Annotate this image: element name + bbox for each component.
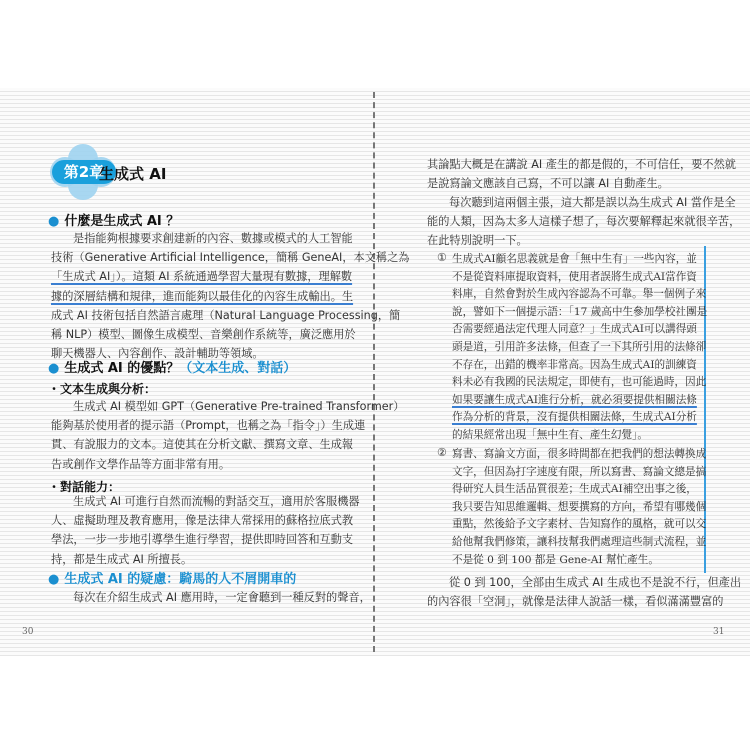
quote-line: 如果要讓生成式AI進行分析，就必須要提供相關法條 — [452, 393, 697, 406]
page-gutter — [373, 92, 375, 652]
quote-line: 不是從 0 到 100 都是 Gene-AI 幫忙產生。 — [452, 553, 659, 566]
quote-line: 重點，然後給予文字素材、告知寫作的風格，就可以交 — [452, 518, 707, 531]
text-line: 的內容很「空洞」，就像是法律人說話一樣，看似滿滿豐富的 — [427, 595, 724, 609]
quote-item-number: ① — [437, 251, 447, 264]
quote-line: 不存在，出錯的機率非常高。因為生成式AI的訓練資 — [452, 358, 697, 371]
section-heading-advantages: ● 生成式 AI 的優點？（文本生成、對話） — [48, 361, 297, 376]
quote-item-1 — [452, 251, 707, 445]
body-closing — [427, 573, 741, 611]
text-line: 每次聽到這兩個主張，這大都是誤以為生成式 AI 當作是全 — [449, 196, 736, 209]
text-line: 其論點大概是在講說 AI 產生的都是假的，不可信任，要不然就 — [427, 158, 736, 171]
text-line: 技術（Generative Artificial Intelligence，簡稱 GeneAI，本文稱之為 — [51, 251, 410, 265]
subheading-text-generation: ・文本生成與分析： — [48, 382, 157, 396]
text-line: 貫、有說服力的文本。這使其在分析文獻、撰寫文章、生成報 — [51, 438, 354, 452]
text-line: 能的人類，因為太多人這樣子想了，每次要解釋起來就很辛苦， — [427, 215, 741, 229]
text-line: 從 0 到 100，全部由生成式 AI 生成也不是說不行，但產出 — [449, 576, 742, 589]
text-line: 持，都是生成式 AI 所擅長。 — [51, 552, 193, 566]
text-line: 告或創作文學作品等方面非常有用。 — [51, 457, 231, 471]
quote-line: 寫書、寫論文方面，很多時間都在把我們的想法轉換成 — [452, 448, 707, 460]
quote-line: 我只要告知思維邏輯、想要撰寫的方向，希望有哪幾個 — [452, 500, 707, 513]
subheading-dialogue: ・對話能力： — [48, 480, 121, 494]
quote-item-2 — [452, 446, 706, 569]
text-line: 每次在介紹生成式 AI 應用時，一定會聽到一種反對的聲音， — [73, 591, 371, 604]
quote-line: 料庫，自然會對於生成內容認為不可靠。舉一個例子來 — [452, 288, 707, 301]
section-heading-what: ● 什麼是生成式 AI ？ — [48, 214, 180, 229]
quote-line: 得研究人員生活品質很差；生成式AI補空出事之後， — [452, 483, 697, 496]
text-line: 學法，一步一步地引導學生進行學習，提供即時回答和互動支 — [51, 533, 354, 547]
quote-line: 不是從資料庫提取資料，使用者誤將生成式AI當作資 — [452, 270, 697, 283]
body-explanation — [427, 193, 740, 251]
text-line: 在此特別說明一下。 — [427, 234, 528, 248]
text-line: 是說寫論文應該自己寫，不可以讓 AI 自動產生。 — [427, 177, 669, 191]
quote-item-number: ② — [437, 446, 447, 459]
text-line: 據的深層結構和規律，進而能夠以最佳化的內容生成輸出。生 — [51, 289, 354, 303]
text-line: 人、虛擬助理及教育應用，像是法律人常採用的蘇格拉底式教 — [51, 514, 354, 528]
chapter-number: 第2章 — [52, 160, 116, 184]
bullet-icon: ● — [48, 361, 60, 376]
section-heading-concerns: ● 生成式 AI 的疑慮：騎馬的人不屑開車的 — [48, 572, 297, 587]
chapter-title: 生成式 AI — [99, 165, 167, 183]
quote-line: 作為分析的背景，沒有提供相關法條，生成式AI分析 — [452, 411, 697, 424]
bullet-icon: ● — [48, 214, 60, 229]
quote-line: 生成式AI顧名思義就是會「無中生有」一些內容，並 — [452, 253, 697, 265]
text-line: 是指能夠根據要求創建新的內容、數據或模式的人工智能 — [73, 232, 353, 245]
section-body-text-generation — [51, 397, 404, 474]
page-number-right: 31 — [713, 627, 725, 637]
quote-line: 頭是道，引用許多法條，但查了一下其所引用的法條卻 — [452, 340, 707, 353]
section-body-dialogue — [51, 492, 360, 569]
text-line: 能夠基於使用者的提示語（Prompt，也稱之為「指令」）生成連 — [51, 419, 366, 433]
quote-line: 給他幫我們修策，讓科技幫我們處理這些制式流程，並 — [452, 535, 707, 548]
quote-line: 料未必有我國的民法規定，即使有，也可能過時，因此 — [452, 376, 707, 389]
quote-line: 文字，但因為打字速度有限，所以寫書、寫論文總是搞 — [452, 465, 707, 478]
page-number-left: 30 — [22, 627, 34, 637]
text-line: 生成式 AI 可進行自然而流暢的對話交互，適用於客服機器 — [73, 495, 360, 508]
bullet-icon: ● — [48, 572, 60, 587]
section-body-concerns — [73, 588, 371, 607]
text-line: 稱 NLP）模型、圖像生成模型、音樂創作系統等，廣泛應用於 — [51, 327, 356, 341]
quote-line: 說，譬如下一個提示語：「17 歲高中生參加學校社團是 — [452, 305, 708, 318]
text-line: 生成式 AI 模型如 GPT（Generative Pre-trained Transformer） — [73, 400, 405, 413]
text-line: 聊天機器人、內容創作、設計輔助等領域。 — [51, 347, 264, 361]
quote-line: 否需要經過法定代理人同意？」生成式AI可以講得頭 — [452, 323, 697, 336]
quote-line: 的結果經常出現「無中生有、產生幻覺」。 — [452, 428, 648, 441]
text-line: 「生成式 AI」）。這類 AI 系統通過學習大量現有數據，理解數 — [51, 270, 353, 284]
section-body-what — [51, 229, 410, 363]
body-continued — [427, 155, 736, 193]
text-line: 成式 AI 技術包括自然語言處理（Natural Language Processing，簡 — [51, 308, 401, 322]
